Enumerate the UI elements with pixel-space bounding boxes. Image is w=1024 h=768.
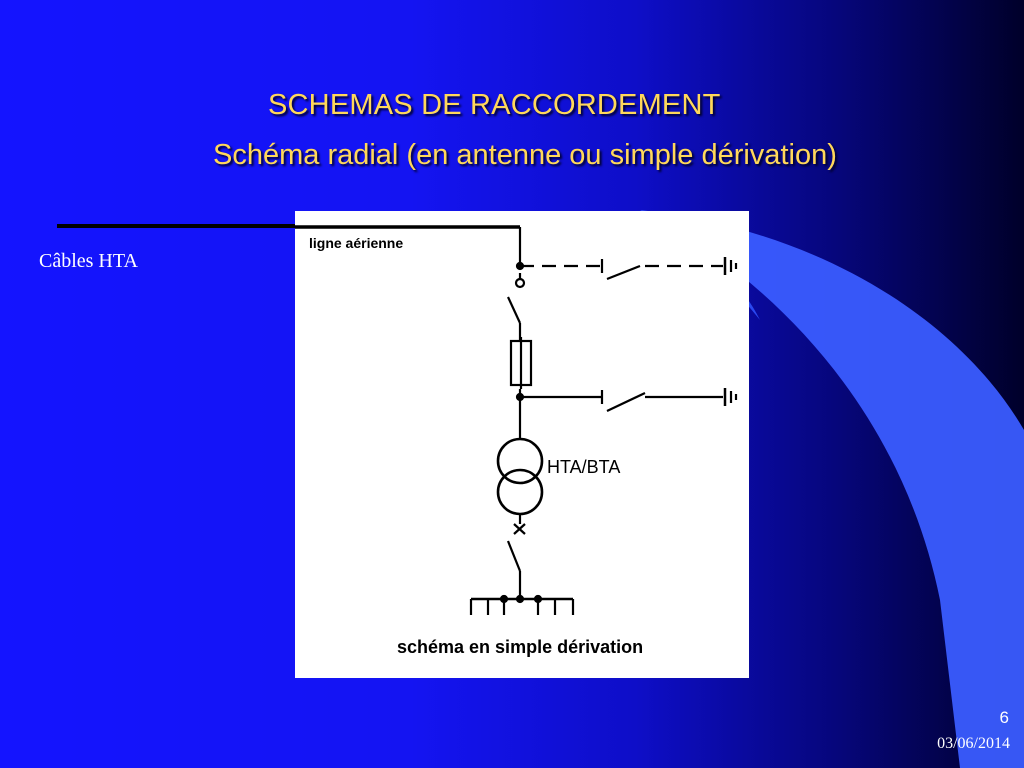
transformer-label: HTA/BTA [547, 457, 621, 477]
diagram-caption: schéma en simple dérivation [397, 637, 644, 657]
slide-date: 03/06/2014 [937, 735, 1010, 752]
dashed-branch-switch [607, 266, 640, 279]
slide-subtitle: Schéma radial (en antenne ou simple dérivation) [213, 139, 837, 171]
transformer-coil-secondary [498, 470, 542, 514]
overhead-line-label: ligne aérienne [309, 235, 404, 251]
page-number: 6 [999, 708, 1009, 727]
schematic-diagram [295, 211, 749, 678]
cable-label: Câbles HTA [39, 250, 138, 272]
schematic-drawing [295, 211, 749, 678]
lv-switch-blade [508, 541, 520, 571]
main-switch-blade [508, 297, 520, 323]
lower-branch-switch [607, 393, 645, 411]
slide-title: SCHEMAS DE RACCORDEMENT [268, 89, 721, 121]
disconnector-ring [516, 279, 524, 287]
